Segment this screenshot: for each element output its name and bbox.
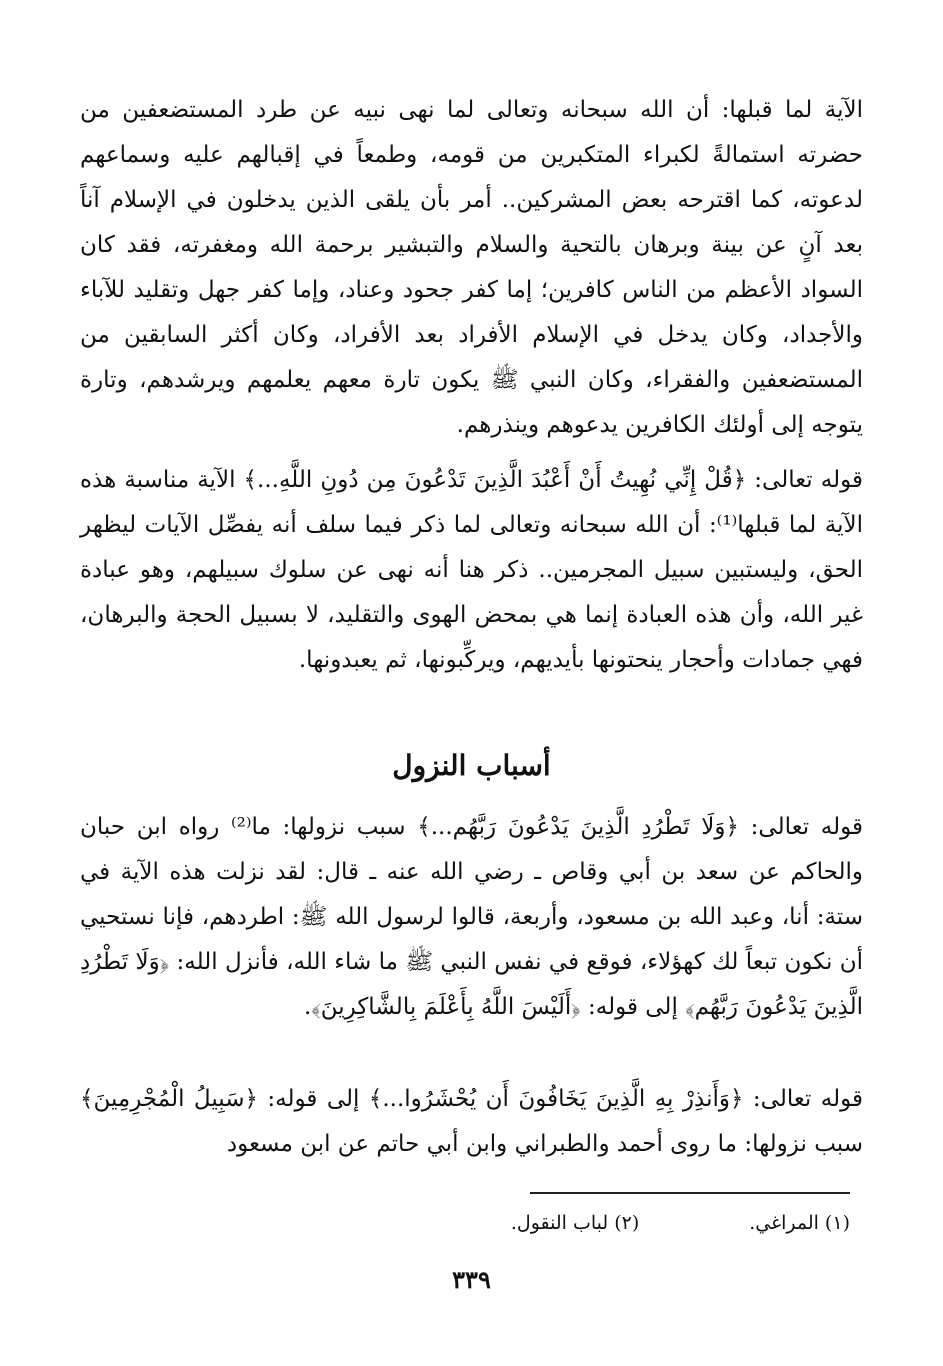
footnote-divider — [530, 1192, 850, 1194]
footnotes — [250, 1208, 850, 1238]
paragraph-4: قوله تعالى: ﴿وَأَنذِرْ بِهِ الَّذِينَ يَخَافُونَ أَن يُحْشَرُوا...﴾ إلى قوله: ﴿سَبِيلُ الْمُجْرِمِينَ﴾ سبب نزولها: ما روى أحمد والطبراني وابن أبي حاتم عن ابن مسعود — [80, 1086, 863, 1157]
paragraph-1: الآية لما قبلها: أن الله سبحانه وتعالى لما نهى نبيه عن طرد المستضعفين من حضرته استمالةً لكبراء المتكبرين من قومه، وطمعاً في إقبالهم عليه وسماعهم لدعوته، كما اقترحه بعض المشركين.. أمر بأن يلقى الذين يدخلون في الإسلام آناً بعد آنٍ عن بينة وبرهان بالتحية والسلام والتبشير برحمة الله ومغفرته، فقد كان السواد الأعظم من الناس كافرين؛ إما كفر جحود وعناد، وإما كفر جهل وتقليد للآباء والأجداد، وكان يدخل في الإسلام الأفراد بعد الأفراد، وكان أكثر السابقين من المستضعفين والفقراء، وكان النبي ﷺ يكون تارة معهم يعلمهم ويرشدهم، وتارة يتوجه إلى أولئك الكافرين يدعوهم وينذرهم. — [80, 97, 863, 438]
page-number: ٣٣٩ — [452, 1265, 491, 1294]
section-heading: أسباب النزول — [392, 749, 551, 782]
paragraph-3: قوله تعالى: ﴿وَلَا تَطْرُدِ الَّذِينَ يَدْعُونَ رَبَّهُم...﴾ سبب نزولها: ما⁽²⁾ رواه ابن حبان والحاكم عن سعد بن أبي وقاص ـ رضي الله عنه ـ قال: لقد نزلت هذه الآية في ستة: أنا، وعبد الله بن مسعود، وأربعة، قالوا لرسول الله ﷺ: اطردهم، فإنا نستحيي أن نكون تبعاً لك كهؤلاء، فوقع في نفس النبي ﷺ ما شاء الله، فأنزل الله: ﴿وَلَا تَطْرُدِ الَّذِينَ يَدْعُونَ رَبَّهُم﴾ إلى قوله: ﴿أَلَيْسَ اللَّهُ بِأَعْلَمَ بِالشَّاكِرِينَ﴾. — [80, 814, 863, 1020]
paragraph-2: قوله تعالى: ﴿قُلْ إِنِّي نُهِيتُ أَنْ أَعْبُدَ الَّذِينَ تَدْعُونَ مِن دُونِ اللَّهِ...﴾ الآية مناسبة هذه الآية لما قبلها⁽¹⁾: أن الله سبحانه وتعالى لما ذكر فيما سلف أنه يفصِّل الآيات ليظهر الحق، وليستبين سبيل المجرمين.. ذكر هنا أنه نهى عن سلوك سبيلهم، وهو عبادة غير الله، وأن هذه العبادة إنما هي بمحض الهوى والتقليد، لا بسبيل الحجة والبرهان، فهي جمادات وأحجار ينحتونها بأيديهم، ويركِّبونها، ثم يعبدونها. — [80, 467, 864, 673]
footnote-2: (٢) لباب النقول. — [510, 1212, 640, 1234]
footnote-1: (١) المراغي. — [749, 1212, 850, 1234]
